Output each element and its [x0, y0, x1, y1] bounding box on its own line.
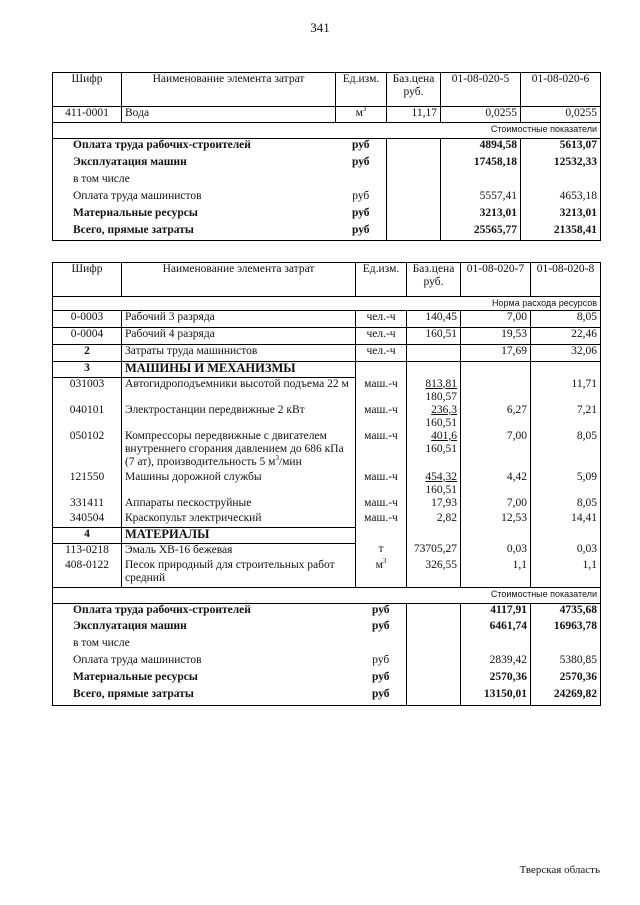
resources-block	[53, 311, 601, 588]
summary-unit: руб	[352, 189, 370, 202]
summary-label: Материальные ресурсы	[53, 207, 336, 224]
summary-unit	[356, 637, 407, 654]
row-col-b: 5,09	[531, 471, 601, 497]
summary-col-a: 2839,42	[461, 654, 531, 671]
summary-row	[53, 671, 601, 688]
row-unit: чел.-ч	[356, 345, 407, 362]
page-number: 341	[310, 20, 330, 35]
row-name: Компрессоры передвижные с двигателем внутреннего сгорания давлением до 686 кПа (7 ат), производительность 5 $м^3$/мин	[122, 430, 356, 471]
cost-table-2	[52, 262, 601, 706]
summary-row	[53, 173, 601, 190]
summary-label: Оплата труда рабочих-строителей	[53, 603, 356, 620]
row-price	[407, 527, 461, 543]
summary-unit: руб	[371, 620, 390, 632]
header-col-a: 01-08-020-7	[461, 263, 531, 297]
summary-empty	[407, 654, 461, 671]
summary-label: Всего, прямые затраты	[53, 224, 336, 241]
row-name: Вода	[122, 107, 336, 123]
header-name: Наименование элемента затрат	[122, 73, 336, 107]
row-col-a: 1,1	[461, 559, 531, 588]
summary-col-b: 24269,82	[531, 688, 601, 705]
section-code: 4	[53, 527, 122, 543]
table-row	[53, 345, 601, 362]
summary-row	[53, 620, 601, 637]
header-col-b: 01-08-020-8	[531, 263, 601, 297]
table-header-row	[53, 263, 601, 297]
summary-col-a: 6461,74	[461, 620, 531, 637]
section-code: 3	[53, 362, 122, 378]
footer-region: Тверская область	[519, 864, 600, 876]
row-col-b: 0,03	[531, 543, 601, 559]
summary-empty	[407, 637, 461, 654]
summary-empty	[387, 139, 441, 156]
summary-row	[53, 603, 601, 620]
row-unit: маш.-ч	[356, 471, 407, 497]
row-col-b: 8,05	[531, 430, 601, 471]
summary-col-b: 4735,68	[531, 603, 601, 620]
summary-col-a: 2570,36	[461, 671, 531, 688]
row-code: 0-0003	[53, 311, 122, 328]
row-price: 17,93	[407, 497, 461, 512]
header-unit: Ед.изм.	[356, 263, 407, 297]
summary-row	[53, 654, 601, 671]
table-row	[53, 328, 601, 345]
header-col-a: 01-08-020-5	[441, 73, 521, 107]
section-title: МАШИНЫ И МЕХАНИЗМЫ	[122, 362, 356, 378]
row-price: 140,45	[407, 311, 461, 328]
row-unit: маш.-ч	[356, 378, 407, 404]
summary-unit: руб	[372, 654, 390, 666]
summary-label: Материальные ресурсы	[53, 671, 356, 688]
row-unit: чел.-ч	[356, 328, 407, 345]
row-unit: маш.-ч	[356, 497, 407, 512]
row-price	[407, 345, 461, 362]
summary-label: Эксплуатация машин	[53, 156, 336, 173]
row-col-b: 7,21	[531, 404, 601, 430]
row-col-b: 14,41	[531, 512, 601, 528]
row-price: 813,81 180,57	[407, 378, 461, 404]
row-code: 040101	[53, 404, 122, 430]
summary-empty	[387, 190, 441, 207]
row-col-a	[461, 527, 531, 543]
summary-label: Оплата труда рабочих-строителей	[53, 139, 336, 156]
summary-col-b: 12532,33	[521, 156, 601, 173]
section-title: МАТЕРИАЛЫ	[122, 527, 356, 543]
summary-empty	[387, 207, 441, 224]
row-unit: т	[356, 543, 407, 559]
row-col-a: 6,27	[461, 404, 531, 430]
summary-empty	[387, 224, 441, 241]
table-row	[53, 404, 601, 430]
table-row	[53, 311, 601, 328]
row-price: 454,32 160,51	[407, 471, 461, 497]
summary-col-b	[531, 637, 601, 654]
section-caption: Норма расхода ресурсов	[461, 297, 601, 311]
row-col-a: 4,42	[461, 471, 531, 497]
summary-col-b: 16963,78	[531, 620, 601, 637]
summary-unit	[336, 173, 387, 190]
table-row	[53, 497, 601, 512]
cost-table-1	[52, 72, 601, 241]
row-price: 236,3 160,51	[407, 404, 461, 430]
row-name: Рабочий 4 разряда	[122, 328, 356, 345]
row-code: 411-0001	[53, 107, 122, 123]
row-price: 2,82	[407, 512, 461, 528]
summary-row	[53, 224, 601, 241]
row-code: 2	[53, 345, 122, 362]
row-col-a: 7,00	[461, 497, 531, 512]
summary-col-b: 5613,07	[521, 139, 601, 156]
summary-row	[53, 156, 601, 173]
row-col-a: 0,03	[461, 543, 531, 559]
row-unit	[356, 362, 407, 378]
row-col-a	[461, 362, 531, 378]
header-name: Наименование элемента затрат	[122, 263, 356, 297]
summary-label: Оплата труда машинистов	[53, 654, 356, 671]
row-name: Эмаль ХВ-16 бежевая	[122, 543, 356, 559]
summary-row	[53, 139, 601, 156]
summary-col-a: 4117,91	[461, 603, 531, 620]
row-col-b: 8,05	[531, 311, 601, 328]
summary-unit: руб	[351, 155, 370, 168]
header-code: Шифр	[53, 73, 122, 107]
summary-label: Эксплуатация машин	[53, 620, 356, 637]
row-name: Песок природный для строительных работ средний	[122, 559, 356, 588]
row-col-b	[531, 362, 601, 378]
row-col-a: 7,00	[461, 430, 531, 471]
summary-unit: руб	[336, 224, 387, 241]
row-code: 113-0218	[53, 543, 122, 559]
summary-col-a: 17458,18	[441, 156, 521, 173]
summary-unit: руб	[356, 688, 407, 705]
table-row	[53, 430, 601, 471]
row-col-b	[531, 527, 601, 543]
summary-empty	[387, 156, 441, 173]
summary-block	[53, 603, 601, 705]
summary-unit: руб	[371, 671, 390, 683]
row-unit: $м^3$	[356, 559, 407, 588]
row-col-a: 0,0255	[441, 107, 521, 123]
summary-label: Всего, прямые затраты	[53, 688, 356, 705]
row-unit	[356, 527, 407, 543]
row-col-a: 19,53	[461, 328, 531, 345]
row-col-b: 0,0255	[521, 107, 601, 123]
row-unit: маш.-ч	[356, 404, 407, 430]
row-name: Краскопульт электрический	[122, 512, 356, 528]
row-name: Машины дорожной службы	[122, 471, 356, 497]
summary-col-a: 4894,58	[441, 139, 521, 156]
summary-label: в том числе	[53, 173, 336, 190]
section-caption-row	[53, 297, 601, 311]
section-caption: Стоимостные показатели	[461, 587, 601, 603]
row-col-a: 7,00	[461, 311, 531, 328]
row-unit: маш.-ч	[356, 430, 407, 471]
header-unit: Ед.изм.	[336, 73, 387, 107]
row-price: 326,55	[407, 559, 461, 588]
summary-empty	[407, 688, 461, 705]
summary-unit: руб	[356, 603, 407, 620]
row-price: 11,17	[387, 107, 441, 123]
header-price: Баз.цена руб.	[407, 263, 461, 297]
summary-empty	[407, 671, 461, 688]
row-price: 401,6 160,51	[407, 430, 461, 471]
summary-label: Оплата труда машинистов	[53, 190, 336, 207]
summary-unit: руб	[351, 206, 370, 219]
summary-empty	[387, 173, 441, 190]
summary-col-b: 2570,36	[531, 671, 601, 688]
row-col-a: 12,53	[461, 512, 531, 528]
table-row	[53, 559, 601, 588]
row-name: Электростанции передвижные 2 кВт	[122, 404, 356, 430]
summary-row	[53, 190, 601, 207]
table-header-row	[53, 73, 601, 107]
row-code: 340504	[53, 512, 122, 528]
row-code: 050102	[53, 430, 122, 471]
summary-empty	[407, 620, 461, 637]
section-row	[53, 362, 601, 378]
summary-row	[53, 637, 601, 654]
row-col-b: 32,06	[531, 345, 601, 362]
summary-col-b: 21358,41	[521, 224, 601, 241]
row-price: 160,51	[407, 328, 461, 345]
row-code: 0-0004	[53, 328, 122, 345]
row-price: 73705,27	[407, 543, 461, 559]
row-col-b: 1,1	[531, 559, 601, 588]
row-price	[407, 362, 461, 378]
summary-row	[53, 688, 601, 705]
summary-col-b: 5380,85	[531, 654, 601, 671]
summary-unit: руб	[336, 139, 387, 156]
row-unit: маш.-ч	[356, 512, 407, 528]
row-unit: чел.-ч	[356, 311, 407, 328]
row-col-b: 8,05	[531, 497, 601, 512]
row-code: 031003	[53, 378, 122, 404]
summary-empty	[407, 603, 461, 620]
header-code: Шифр	[53, 263, 122, 297]
row-name: Рабочий 3 разряда	[122, 311, 356, 328]
summary-col-a: 5557,41	[441, 190, 521, 207]
summary-col-a	[461, 637, 531, 654]
summary-col-a: 13150,01	[461, 688, 531, 705]
row-code: 331411	[53, 497, 122, 512]
summary-col-a: 3213,01	[441, 207, 521, 224]
row-col-b: 11,71	[531, 378, 601, 404]
section-caption-row	[53, 587, 601, 603]
header-price: Баз.цена руб.	[387, 73, 441, 107]
table-row	[53, 543, 601, 559]
row-name: Автогидроподъемники высотой подъема 22 м	[122, 378, 356, 404]
section-caption-row	[53, 123, 601, 139]
row-name: Аппараты пескоструйные	[122, 497, 356, 512]
summary-col-b	[521, 173, 601, 190]
section-row	[53, 527, 601, 543]
summary-col-b: 3213,01	[521, 207, 601, 224]
table-row	[53, 107, 601, 123]
row-code: 121550	[53, 471, 122, 497]
summary-block	[53, 139, 601, 241]
summary-label: в том числе	[53, 637, 356, 654]
row-code: 408-0122	[53, 559, 122, 588]
summary-row	[53, 207, 601, 224]
header-col-b: 01-08-020-6	[521, 73, 601, 107]
summary-col-a	[441, 173, 521, 190]
summary-col-b: 4653,18	[521, 190, 601, 207]
summary-col-a: 25565,77	[441, 224, 521, 241]
row-col-a	[461, 378, 531, 404]
row-col-b: 22,46	[531, 328, 601, 345]
section-caption: Стоимостные показатели	[441, 123, 601, 139]
row-unit: $м^3$	[336, 107, 387, 123]
table-row	[53, 378, 601, 404]
row-name: Затраты труда машинистов	[122, 345, 356, 362]
table-row	[53, 471, 601, 497]
table-row	[53, 512, 601, 528]
row-col-a: 17,69	[461, 345, 531, 362]
